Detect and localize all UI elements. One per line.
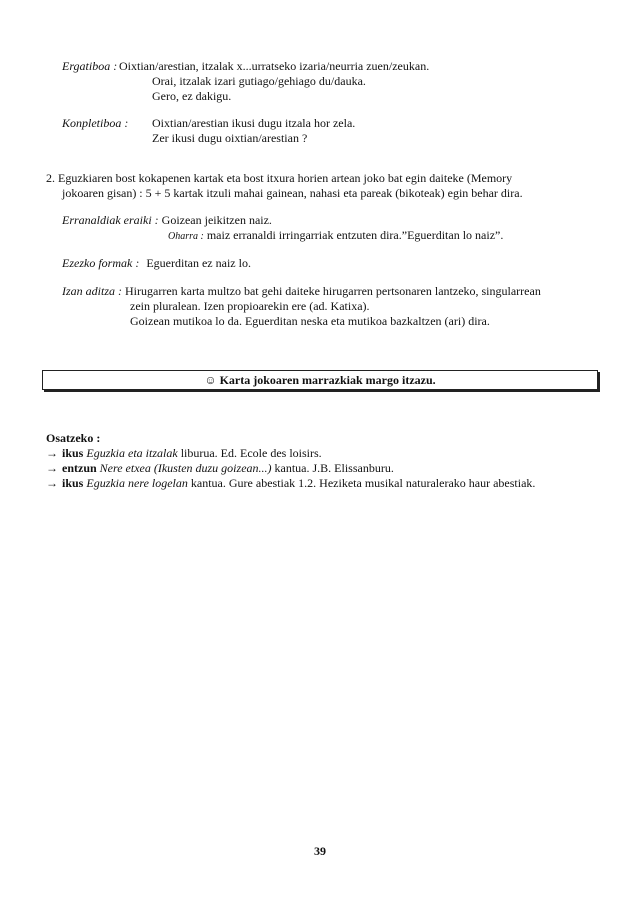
osatzeko-heading: Osatzeko : — [46, 431, 101, 445]
ergatiboa-label: Ergatiboa : — [62, 59, 118, 73]
erranaldiak-text: Goizean jeikitzen naiz. — [161, 213, 272, 227]
reference-item — [46, 476, 535, 490]
ezezko-text: Eguerditan ez naiz lo. — [146, 256, 251, 270]
ergatiboa-line-2: Orai, itzalak izari gutiago/gehiago du/dauka. — [152, 74, 366, 88]
reference-title: Nere etxea (Ikusten duzu goizean...) — [99, 461, 272, 475]
ergatiboa-line-3: Gero, ez dakigu. — [152, 89, 232, 103]
reference-verb: ikus — [62, 476, 84, 490]
reference-item — [46, 461, 394, 475]
konpletiboa-label: Konpletiboa : — [62, 116, 129, 130]
reference-rest: kantua. J.B. Elissanburu. — [271, 461, 394, 475]
oharra-row — [168, 228, 503, 244]
arrow-icon: → — [46, 476, 58, 490]
instruction-text-row — [43, 373, 597, 388]
reference-item — [46, 446, 322, 460]
izan-row — [62, 284, 541, 298]
reference-verb: entzun — [62, 461, 97, 475]
reference-title: Eguzkia nere logelan — [86, 476, 188, 490]
instruction-box — [42, 370, 598, 390]
konpletiboa-line-1: Oixtian/arestian ikusi dugu itzala hor zela. — [152, 116, 356, 130]
erranaldiak-label: Erranaldiak eraiki : — [62, 213, 159, 227]
reference-rest: liburua. Ed. Ecole des loisirs. — [177, 446, 322, 460]
reference-verb: ikus — [62, 446, 84, 460]
oharra-text: maiz erranaldi irringarriak entzuten dira.”Eguerditan lo naiz”. — [206, 228, 504, 242]
oharra-label: Oharra : — [168, 231, 204, 242]
erranaldiak-row — [62, 213, 272, 227]
izan-line-1: Hirugarren karta multzo bat gehi daiteke hirugarren pertsonaren lantzeko, singularrean — [125, 284, 541, 298]
ezezko-row — [62, 256, 251, 270]
reference-rest: kantua. Gure abestiak 1.2. Heziketa musikal naturalerako haur abestiak. — [187, 476, 536, 490]
reference-title: Eguzkia eta itzalak — [86, 446, 178, 460]
smiley-icon: ☺ — [204, 373, 217, 387]
ergatiboa-line-1: Oixtian/arestian, itzalak x...urratseko izaria/neurria zuen/zeukan. — [119, 59, 430, 73]
item-2-line-1: 2. Eguzkiaren bost kokapenen kartak eta bost itxura horien artean joko bat egin daiteke (Memory — [46, 171, 513, 185]
ezezko-label: Ezezko formak : — [62, 256, 140, 270]
instruction-text: Karta jokoaren marrazkiak margo itzazu. — [219, 373, 436, 387]
izan-line-2: zein pluralean. Izen propioarekin ere (ad. Katixa). — [130, 299, 370, 313]
konpletiboa-line-2: Zer ikusi dugu oixtian/arestian ? — [152, 131, 308, 145]
izan-line-3: Goizean mutikoa lo da. Eguerditan neska eta mutikoa bazkaltzen (ari) dira. — [130, 314, 490, 328]
arrow-icon: → — [46, 446, 58, 460]
arrow-icon: → — [46, 461, 58, 475]
izan-label: Izan aditza : — [62, 284, 122, 298]
page-number: 39 — [314, 844, 326, 858]
item-2-line-2: jokoaren gisan) : 5 + 5 kartak itzuli mahai gainean, nahasi eta pareak (bikoteak) egin behar dira. — [62, 186, 523, 200]
